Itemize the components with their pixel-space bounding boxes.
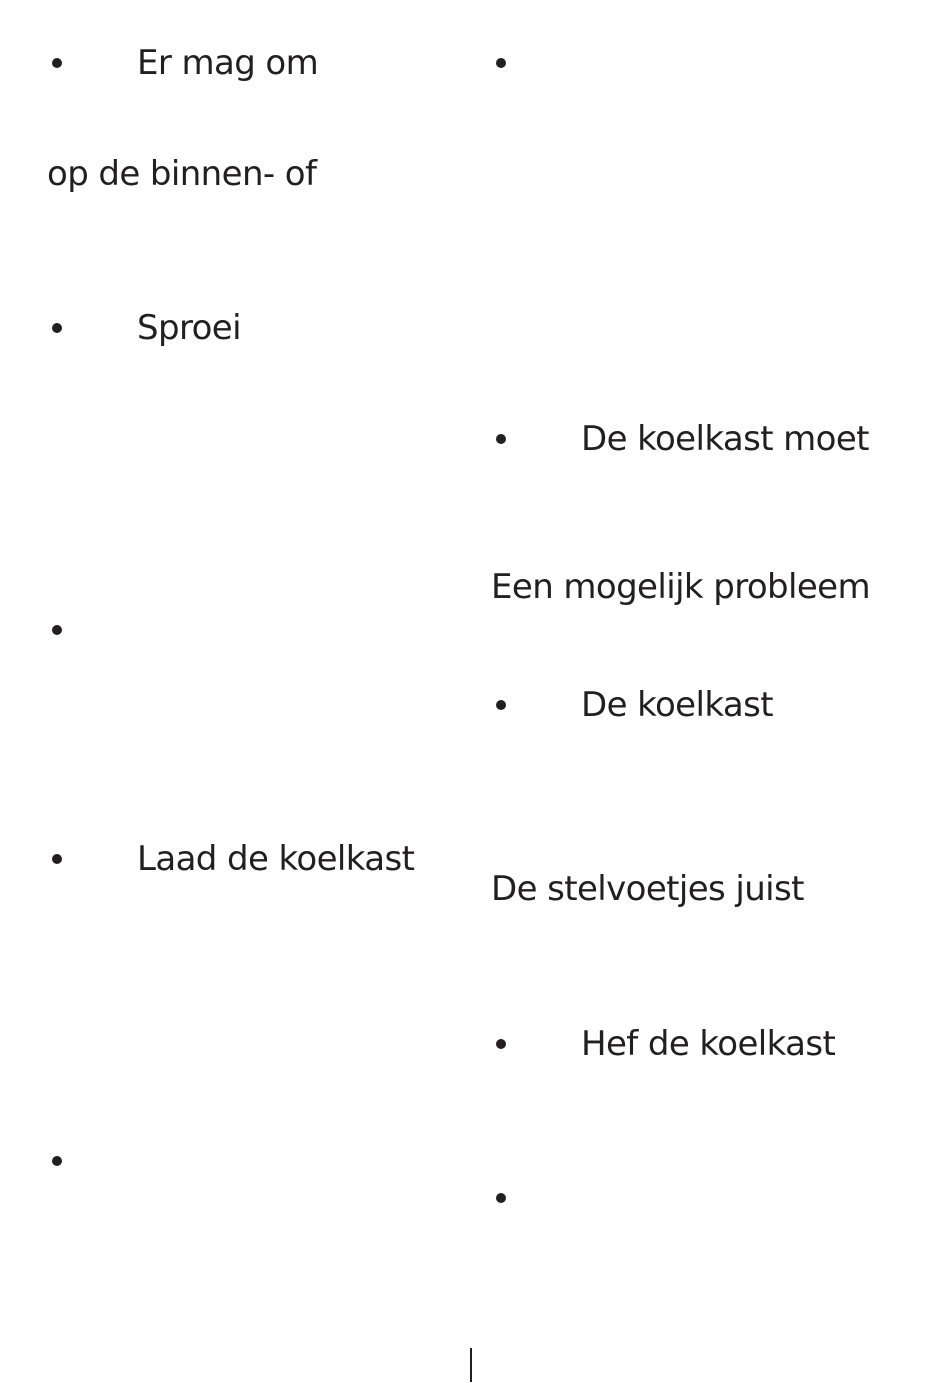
footer-divider bbox=[470, 1348, 472, 1382]
list-item-text: Laad de koelkast bbox=[137, 839, 415, 879]
list-item-text: De koelkast moet bbox=[581, 419, 869, 459]
list-item-text: Er mag om bbox=[137, 43, 319, 83]
list-item-text: De koelkast bbox=[581, 685, 773, 725]
bullet-icon bbox=[496, 58, 506, 68]
bullet-icon bbox=[496, 1039, 506, 1049]
list-item-text: Sproei bbox=[137, 308, 241, 348]
paragraph-text: op de binnen- of bbox=[47, 154, 317, 194]
bullet-icon bbox=[52, 58, 62, 68]
bullet-icon bbox=[52, 625, 62, 635]
list-item-text: Hef de koelkast bbox=[581, 1024, 836, 1064]
bullet-icon bbox=[52, 1156, 62, 1166]
section-heading: Een mogelijk probleem bbox=[491, 567, 871, 607]
section-heading: De stelvoetjes juist bbox=[491, 869, 804, 909]
bullet-icon bbox=[496, 700, 506, 710]
bullet-icon bbox=[52, 854, 62, 864]
bullet-icon bbox=[496, 434, 506, 444]
bullet-icon bbox=[52, 323, 62, 333]
bullet-icon bbox=[496, 1193, 506, 1203]
